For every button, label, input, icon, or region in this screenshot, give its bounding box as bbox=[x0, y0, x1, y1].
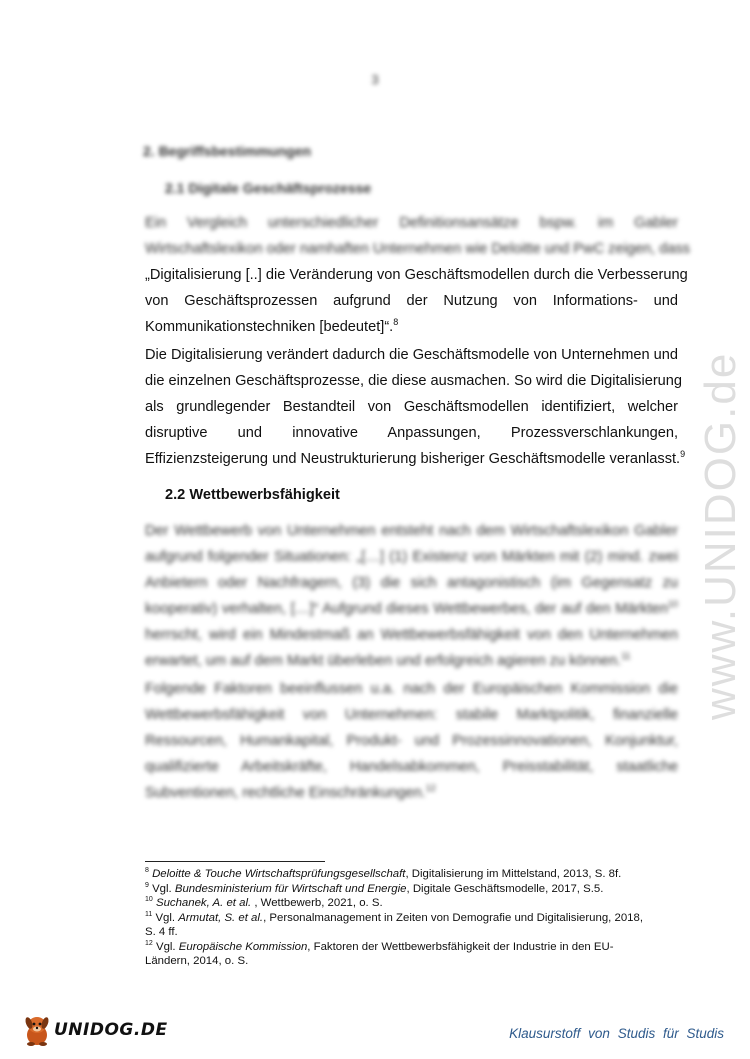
text-fragment: kooperativ) verhalten, […]“ Aufgrund dieses Wettbewerbes, der auf den Märkten bbox=[145, 601, 668, 617]
footnote-ref: 9 bbox=[680, 449, 686, 460]
text-line: qualifizierte Arbeitskräfte, Handelsabkommen, Preisstabilität, staatliche bbox=[145, 759, 678, 775]
text-line: die einzelnen Geschäftsprozesse, die diese ausmachen. So wird die Digitalisierung bbox=[145, 373, 683, 389]
text-line: disruptive und innovative Anpassungen, Prozessverschlankungen, bbox=[145, 425, 678, 441]
subsection-heading-1: 2.1 Digitale Geschäftsprozesse bbox=[165, 180, 372, 196]
footnote-author: Bundesministerium für Wirtschaft und Energie bbox=[174, 882, 407, 895]
text-line-last bbox=[145, 648, 678, 674]
footnote-12 bbox=[145, 940, 670, 955]
footnote-author: Deloitte & Touche Wirtschaftsprüfungsgesellschaft bbox=[152, 868, 406, 880]
footer-slogan: Klausurstoff von Studis für Studis bbox=[509, 1026, 724, 1041]
text-line: von Geschäftsprozessen aufgrund der Nutzung von Informations- und bbox=[145, 293, 678, 309]
footnote-ref: 12 bbox=[425, 783, 436, 794]
text-line: Folgende Faktoren beeinflussen u.a. nach der Europäischen Kommission die bbox=[145, 681, 678, 697]
text-line: herrscht, wird ein Mindestmaß an Wettbewerbsfähigkeit von den Unternehmen bbox=[145, 627, 678, 643]
footnotes bbox=[145, 867, 670, 969]
footnote-text: , Digitale Geschäftsmodelle, 2017, S.5. bbox=[406, 882, 604, 895]
page-number: 3 bbox=[371, 72, 379, 87]
footnote-ref: 8 bbox=[393, 317, 399, 328]
footnote-prefix: Vgl. bbox=[155, 940, 179, 953]
text-fragment: Effizienzsteigerung und Neustrukturierung bisheriger Geschäftsmodelle veranlasst. bbox=[145, 451, 681, 467]
footnote-text: , Personalmanagement in Zeiten von Demografie und Digitalisierung, 2018, bbox=[263, 911, 644, 924]
footnote-text: , Digitalisierung im Mittelstand, 2013, S. 8f. bbox=[405, 868, 622, 880]
text-line bbox=[145, 596, 678, 622]
text-line: Anbietern oder Nachfragern, (3) die sich antagonistisch (im Gegensatz zu bbox=[145, 575, 678, 591]
footnote-11 bbox=[145, 911, 670, 926]
paragraph-digitalisierung bbox=[145, 342, 686, 472]
paragraph-quote bbox=[145, 262, 688, 340]
subsection-heading-2: 2.2 Wettbewerbsfähigkeit bbox=[165, 487, 340, 503]
paragraph-intro-blurred bbox=[145, 210, 691, 262]
footnote-number: 9 bbox=[145, 881, 149, 889]
text-line: Ein Vergleich unterschiedlicher Definitionsansätze bspw. im Gabler bbox=[145, 215, 678, 231]
logo-text: UNIDOG.DE bbox=[54, 1020, 168, 1040]
text-line-last bbox=[145, 446, 686, 472]
footnote-text: , Wettbewerb, 2021, o. S. bbox=[254, 897, 383, 909]
paragraph-faktoren-blurred bbox=[145, 676, 678, 806]
dog-mascot-icon bbox=[22, 1013, 52, 1047]
footnote-number: 10 bbox=[145, 896, 153, 904]
text-line: Ressourcen, Humankapital, Produkt- und Prozessinnovationen, Konjunktur, bbox=[145, 733, 678, 749]
text-line: als grundlegender Bestandteil von Geschäftsmodellen identifiziert, welcher bbox=[145, 399, 678, 415]
footnote-8 bbox=[145, 867, 670, 882]
footnote-author: Europäische Kommission bbox=[178, 940, 308, 953]
text-line-last bbox=[145, 780, 678, 806]
footnote-number: 12 bbox=[145, 939, 153, 947]
text-line-last bbox=[145, 314, 678, 340]
footnote-divider bbox=[145, 861, 325, 862]
footnote-ref: 10 bbox=[667, 599, 678, 610]
footnote-9 bbox=[145, 882, 670, 897]
footnote-ref: 11 bbox=[621, 651, 631, 662]
footnote-prefix: Vgl. bbox=[155, 911, 179, 924]
section-heading: 2. Begriffsbestimmungen bbox=[143, 143, 312, 159]
text-line: Der Wettbewerb von Unternehmen entsteht nach dem Wirtschaftslexikon Gabler bbox=[145, 523, 678, 539]
watermark-text: www.UNIDOG.de bbox=[696, 351, 745, 720]
paragraph-wettbewerb-blurred bbox=[145, 518, 678, 674]
unidog-logo bbox=[22, 1010, 168, 1050]
text-fragment: erwartet, um auf dem Markt überleben und erfolgreich agieren zu können. bbox=[145, 653, 622, 669]
footnote-12-continued: Ländern, 2014, o. S. bbox=[145, 955, 249, 967]
footnote-11-continued: S. 4 ff. bbox=[145, 926, 178, 938]
text-fragment: Kommunikationstechniken [bedeutet]“. bbox=[145, 319, 394, 335]
footnote-text: , Faktoren der Wettbewerbsfähigkeit der Industrie in den EU- bbox=[307, 940, 614, 953]
text-fragment: Subventionen, rechtliche Einschränkungen. bbox=[145, 785, 426, 801]
footnote-10 bbox=[145, 896, 670, 911]
text-line: aufgrund folgender Situationen: „[…] (1) Existenz von Märkten mit (2) mind. zwei bbox=[145, 549, 678, 565]
footnote-number: 11 bbox=[145, 910, 153, 918]
footnote-author: Armutat, S. et al. bbox=[178, 911, 264, 924]
text-line: Wettbewerbsfähigkeit von Unternehmen: stabile Marktpolitik, finanzielle bbox=[145, 707, 678, 723]
footnote-number: 8 bbox=[145, 867, 149, 875]
footnote-prefix: Vgl. bbox=[152, 882, 175, 895]
footnote-author: Suchanek, A. et al. bbox=[155, 897, 255, 909]
text-line: „Digitalisierung [..] die Veränderung von Geschäftsmodellen durch die Verbesserung bbox=[145, 267, 688, 283]
text-line: Wirtschaftslexikon oder namhaften Unternehmen wie Deloitte und PwC zeigen, dass bbox=[145, 241, 691, 257]
text-line: Die Digitalisierung verändert dadurch die Geschäftsmodelle von Unternehmen und bbox=[145, 347, 678, 363]
